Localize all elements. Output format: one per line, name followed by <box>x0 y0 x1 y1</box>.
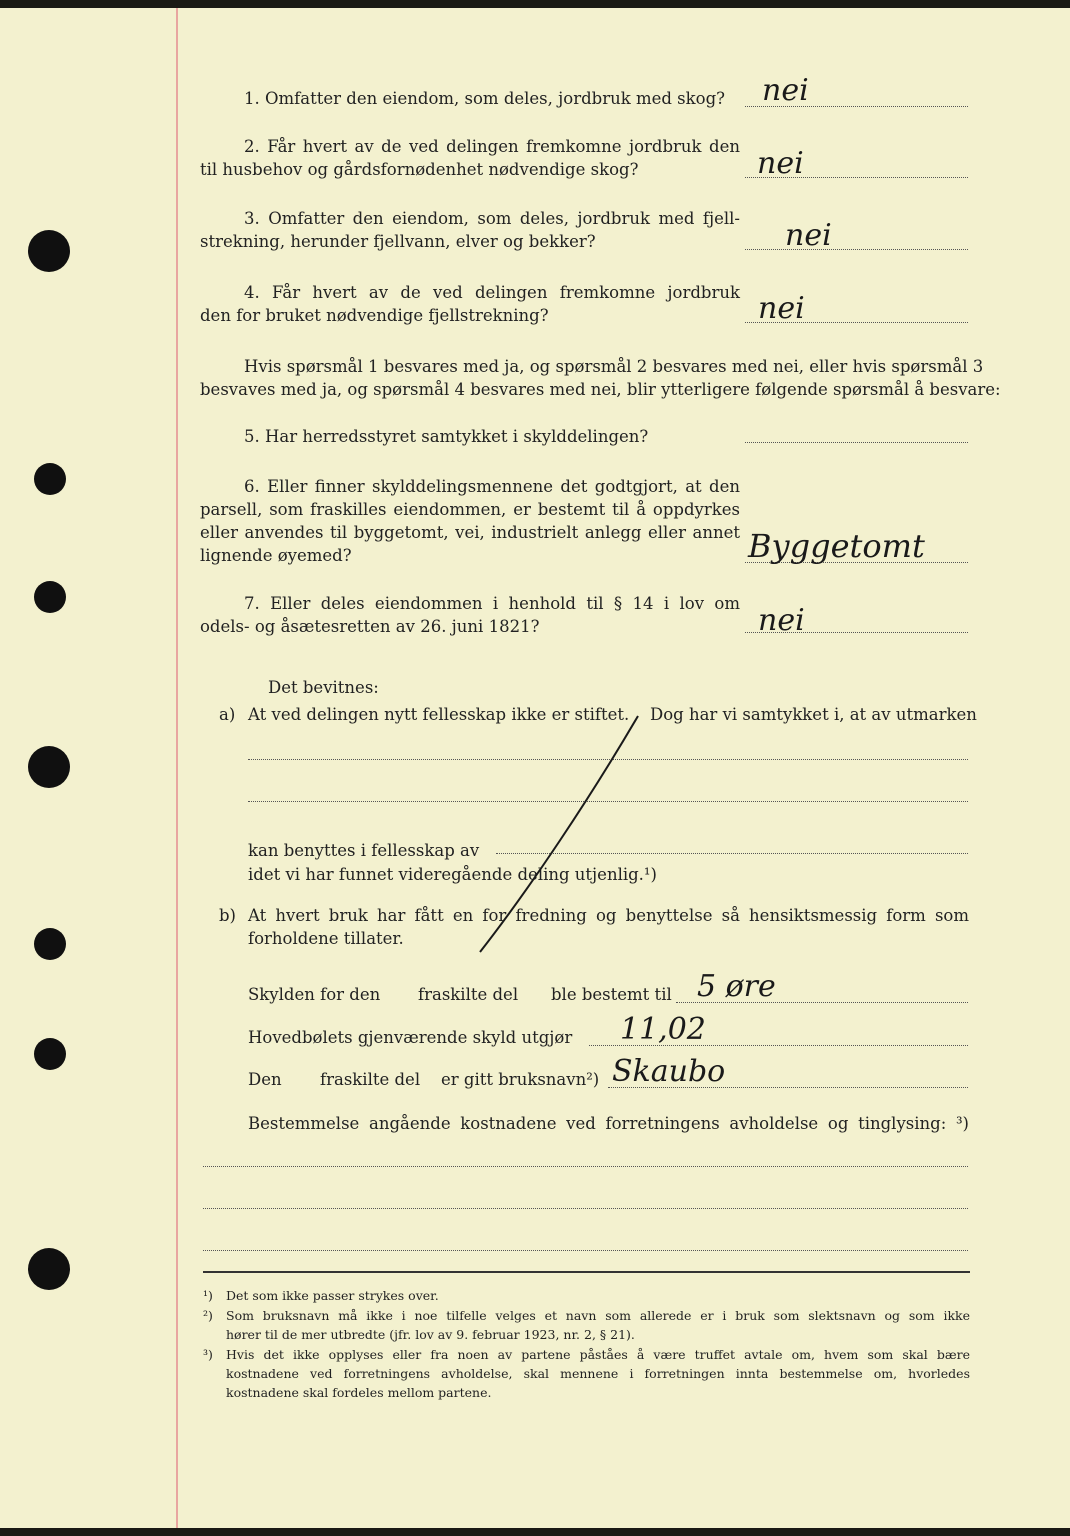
blank-line <box>203 1166 968 1167</box>
punch-hole <box>34 463 66 495</box>
bruksnavn-value: Skaubo <box>612 1054 726 1089</box>
answer-7: nei <box>758 603 805 638</box>
item-a-text-right: Dog har vi samtykket i, at av utmarken <box>650 705 977 724</box>
punch-hole <box>28 746 70 788</box>
certify-heading: Det bevitnes: <box>268 678 379 697</box>
skyld-label-b: fraskilte del <box>418 985 519 1004</box>
footnote-mark: ¹) <box>203 1288 213 1303</box>
punch-hole <box>28 1248 70 1290</box>
answer-4: nei <box>758 291 805 326</box>
answer-line <box>745 442 968 443</box>
skyld-value: 5 øre <box>697 969 776 1004</box>
conditional-text-cont: besvaves med ja, og spørsmål 4 besvares med nei, blir ytterligere følgende spørsmål å besvare: <box>200 380 1001 399</box>
question-1: 1. Omfatter den eiendom, som deles, jordbruk med skog? <box>244 89 725 108</box>
footnote-3-cont: kostnadene ved forretningens avholdelse, skal mennene i forretningen innta bestemmelse om, hvorledes <box>226 1366 970 1381</box>
item-b-label: b) <box>219 906 236 925</box>
footnote-rule <box>203 1271 970 1273</box>
question-6-cont: lignende øyemed? <box>200 546 352 565</box>
blank-line <box>203 1208 968 1209</box>
answer-3: nei <box>785 218 832 253</box>
answer-1: nei <box>762 73 809 108</box>
item-a-shared: kan benyttes i fellesskap av <box>248 841 480 860</box>
answer-6: Byggetomt <box>748 527 925 565</box>
strike-through-line <box>470 708 650 968</box>
item-a-label: a) <box>219 705 236 724</box>
item-a-text: At ved delingen nytt fellesskap ikke er stiftet. <box>248 705 630 724</box>
question-6-cont: eller anvendes til byggetomt, vei, industrielt anlegg eller annet <box>200 523 740 542</box>
punch-hole <box>34 1038 66 1070</box>
question-4-cont: den for bruket nødvendige fjellstrekning? <box>200 306 549 325</box>
question-4: 4. Får hvert av de ved delingen fremkomne jordbruk <box>244 283 740 302</box>
question-3-cont: strekning, herunder fjellvann, elver og bekker? <box>200 232 596 251</box>
hovedbol-label: Hovedbølets gjenværende skyld utgjør <box>248 1028 573 1047</box>
footnote-1: Det som ikke passer strykes over. <box>226 1288 439 1303</box>
item-a-note: idet vi har funnet videregående deling utjenlig.¹) <box>248 865 657 884</box>
answer-2: nei <box>757 146 804 181</box>
kostnader-label: Bestemmelse angående kostnadene ved forretningens avholdelse og tinglysing: ³) <box>248 1114 969 1133</box>
question-7-cont: odels- og åsætesretten av 26. juni 1821? <box>200 617 540 636</box>
footnote-mark: ²) <box>203 1308 213 1323</box>
blank-line <box>203 1250 968 1251</box>
document-page <box>0 8 1070 1528</box>
item-b-text: At hvert bruk har fått en for fredning og benyttelse så hensiktsmessig form som <box>248 906 969 925</box>
conditional-text: Hvis spørsmål 1 besvares med ja, og spørsmål 2 besvares med nei, eller hvis spørsmål 3 <box>244 357 984 376</box>
footnote-3: Hvis det ikke opplyses eller fra noen av partene påståes å være truffet avtale om, hvem som skal bære <box>226 1347 970 1362</box>
punch-hole <box>34 581 66 613</box>
skyld-label-c: ble bestemt til <box>551 985 672 1004</box>
hovedbol-value: 11,02 <box>620 1012 706 1047</box>
bruksnavn-label-b: fraskilte del <box>320 1070 421 1089</box>
answer-line <box>745 249 968 250</box>
bruksnavn-label-c: er gitt bruksnavn²) <box>441 1070 600 1089</box>
punch-hole <box>34 928 66 960</box>
question-2: 2. Får hvert av de ved delingen fremkomne jordbruk den <box>244 137 740 156</box>
question-5: 5. Har herredsstyret samtykket i skylddelingen? <box>244 427 649 446</box>
footnote-mark: ³) <box>203 1347 213 1362</box>
question-3: 3. Omfatter den eiendom, som deles, jordbruk med fjell- <box>244 209 740 228</box>
punch-hole <box>28 230 70 272</box>
question-6: 6. Eller finner skylddelingsmennene det godtgjort, at den <box>244 477 740 496</box>
question-7: 7. Eller deles eiendommen i henhold til § 14 i lov om <box>244 594 740 613</box>
question-2-cont: til husbehov og gårdsfornødenhet nødvendige skog? <box>200 160 639 179</box>
footnote-3-cont: kostnadene skal fordeles mellom partene. <box>226 1385 492 1400</box>
skyld-label: Skylden for den <box>248 985 381 1004</box>
footnote-2: Som bruksnavn må ikke i noe tilfelle velges et navn som allerede er i bruk som slektsnavn og som ikke <box>226 1308 970 1323</box>
bruksnavn-label: Den <box>248 1070 282 1089</box>
margin-line <box>176 8 178 1528</box>
footnote-2-cont: hører til de mer utbredte (jfr. lov av 9. februar 1923, nr. 2, § 21). <box>226 1327 635 1342</box>
question-6-cont: parsell, som fraskilles eiendommen, er bestemt til å oppdyrkes <box>200 500 740 519</box>
item-b-text-cont: forholdene tillater. <box>248 929 404 948</box>
